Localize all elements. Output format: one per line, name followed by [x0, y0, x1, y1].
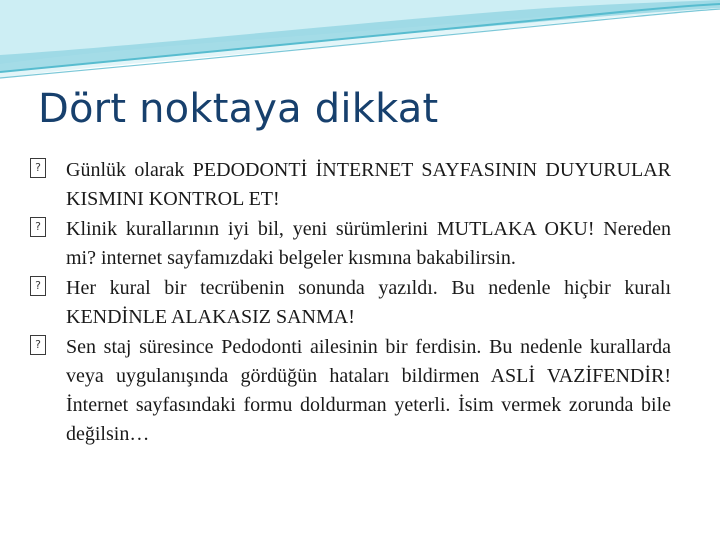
- header-wave-decoration: [0, 0, 720, 80]
- list-item: [30, 274, 671, 332]
- list-item: [30, 156, 671, 214]
- bullet-list: [30, 156, 671, 450]
- missing-glyph-bullet-icon: ?: [30, 335, 46, 355]
- list-item: [30, 333, 671, 449]
- list-item: [30, 215, 671, 273]
- list-item-text: Günlük olarak PEDODONTİ İNTERNET SAYFASININ DUYURULAR KISMINI KONTROL ET!: [66, 159, 671, 210]
- missing-glyph-bullet-icon: ?: [30, 217, 46, 237]
- slide-title: Dört noktaya dikkat: [38, 86, 439, 132]
- list-item-text: Klinik kurallarının iyi bil, yeni sürümlerini MUTLAKA OKU! Nereden mi? internet sayfamızdaki belgeler kısmına bakabilirsin.: [66, 218, 671, 269]
- missing-glyph-bullet-icon: ?: [30, 276, 46, 296]
- missing-glyph-bullet-icon: ?: [30, 158, 46, 178]
- list-item-text: Sen staj süresince Pedodonti ailesinin bir ferdisin. Bu nedenle kurallarda veya uygulanışında gördüğün hataları bildirmen ASLİ VAZİFENDİR! İnternet sayfasındaki formu doldurman yeterli. İsim vermek zorunda bile değilsin…: [66, 336, 671, 445]
- list-item-text: Her kural bir tecrübenin sonunda yazıldı. Bu nedenle hiçbir kuralı KENDİNLE ALAKASIZ SANMA!: [66, 277, 671, 328]
